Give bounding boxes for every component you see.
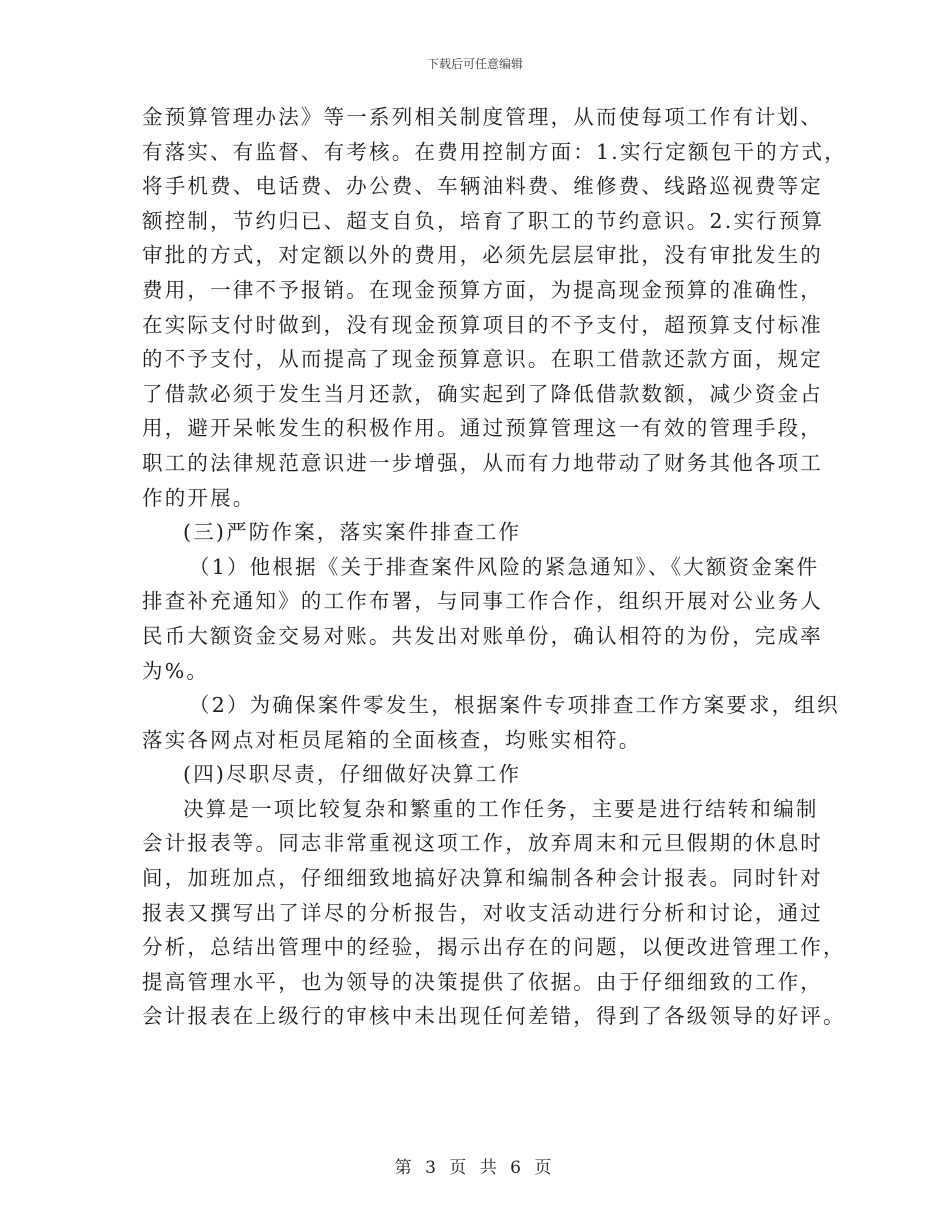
text-line: 报表又撰写出了详尽的分析报告，对收支活动进行分析和讨论，通过 <box>142 900 823 925</box>
text-line: 分析，总结出管理中的经验，揭示出存在的问题，以便改进管理工作， <box>142 935 846 960</box>
text-line: 落实各网点对柜员尾箱的全面核查，均账实相符。 <box>142 727 642 752</box>
text-line: 的不予支付，从而提高了现金预算意识。在职工借款还款方面，规定 <box>142 347 823 372</box>
text-line: 费用，一律不予报销。在现金预算方面，为提高现金预算的准确性， <box>142 277 823 302</box>
text-line: （1）他根据《关于排查案件风险的紧急通知》、《大额资金案件 <box>189 554 820 579</box>
text-line: 为%。 <box>142 658 210 683</box>
text-line: (三)严防作案，落实案件排查工作 <box>183 520 522 545</box>
text-line: 职工的法律规范意识进一步增强，从而有力地带动了财务其他各项工 <box>142 450 823 475</box>
text-line: 有落实、有监督、有考核。在费用控制方面：1.实行定额包干的方式， <box>142 139 847 164</box>
text-line: 将手机费、电话费、办公费、车辆油料费、维修费、线路巡视费等定 <box>142 174 823 199</box>
text-line: 金预算管理办法》等一系列相关制度管理，从而使每项工作有计划、 <box>142 105 823 129</box>
text-line: 提高管理水平，也为领导的决策提供了依据。由于仔细细致的工作， <box>142 969 823 994</box>
text-line: 审批的方式，对定额以外的费用，必须先层层审批，没有审批发生的 <box>142 243 823 268</box>
text-line: 在实际支付时做到，没有现金预算项目的不予支付，超预算支付标准 <box>142 312 823 337</box>
document-body <box>142 100 847 1034</box>
header-note: 下载后可任意编辑 <box>426 57 523 71</box>
text-line: 会计报表等。同志非常重视这项工作，放弃周末和元旦假期的休息时 <box>142 831 823 856</box>
text-line: 了借款必须于发生当月还款，确实起到了降低借款数额，减少资金占 <box>142 381 823 406</box>
text-line: 民币大额资金交易对账。共发出对账单份，确认相符的为份，完成率 <box>142 623 823 648</box>
text-line: (四)尽职尽责，仔细做好决算工作 <box>183 762 522 787</box>
text-line: （2）为确保案件零发生，根据案件专项排查工作方案要求，组织 <box>189 693 840 718</box>
text-line: 间，加班加点，仔细细致地搞好决算和编制各种会计报表。同时针对 <box>142 866 823 891</box>
text-line: 作的开展。 <box>142 485 256 510</box>
text-line: 会计报表在上级行的审核中未出现任何差错，得到了各级领导的好评。 <box>142 1004 846 1029</box>
text-line: 用，避开呆帐发生的积极作用。通过预算管理这一有效的管理手段， <box>142 416 823 441</box>
page-number: 第 3 页 共 6 页 <box>394 1158 556 1178</box>
text-line: 额控制，节约归已、超支自负，培育了职工的节约意识。2.实行预算 <box>142 208 825 233</box>
text-line: 排查补充通知》的工作布署，与同事工作合作，组织开展对公业务人 <box>142 589 823 614</box>
text-line: 决算是一项比较复杂和繁重的工作任务，主要是进行结转和编制 <box>183 796 819 821</box>
